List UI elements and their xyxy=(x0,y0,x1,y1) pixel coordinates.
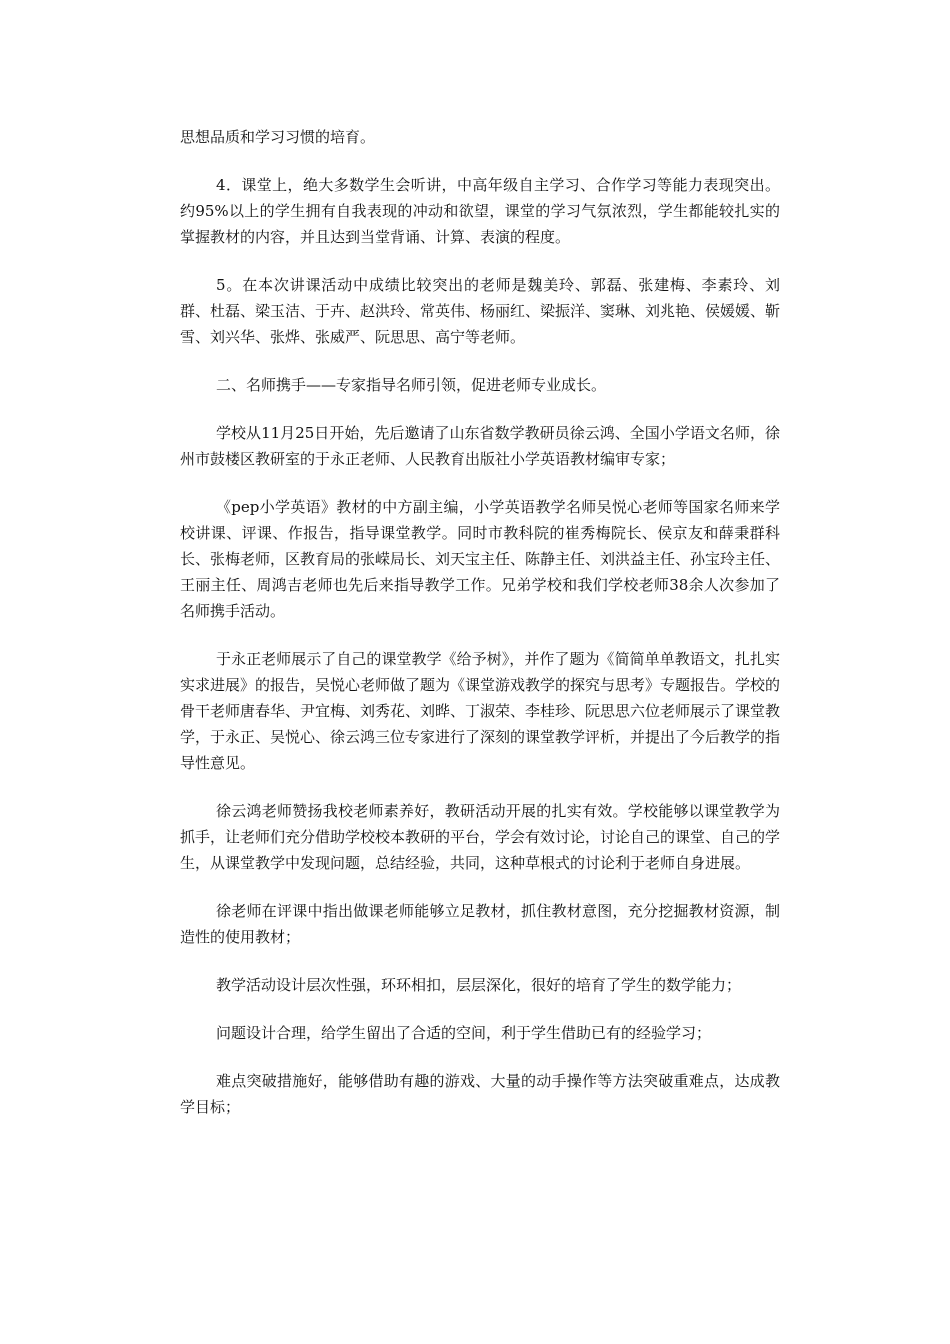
paragraph-12: 难点突破措施好，能够借助有趣的游戏、大量的动手操作等方法突破重难点，达成教学目标； xyxy=(180,1072,780,1116)
paragraph-6: 《pep小学英语》教材的中方副主编，小学英语教学名师吴悦心老师等国家名师来学校讲课、评课、作报告，指导课堂教学。同时市教科院的崔秀梅院长、侯京友和薛秉群科长、张梅老师，区教育局的张嵘局长、刘天宝主任、陈静主任、刘洪益主任、孙宝玲主任、王丽主任、周鸿吉老师也先后来指导教学工作。兄弟学校和我们学校老师38余人次参加了名师携手活动。 xyxy=(180,498,781,620)
paragraph-10: 教学活动设计层次性强，环环相扣，层层深化，很好的培育了学生的数学能力； xyxy=(216,976,742,994)
paragraph-11: 问题设计合理，给学生留出了合适的空间，利于学生借助已有的经验学习； xyxy=(216,1024,712,1042)
paragraph-1: 思想品质和学习习惯的培育。 xyxy=(180,128,376,146)
paragraph-7: 于永正老师展示了自己的课堂教学《给予树》，并作了题为《简简单单教语文，扎扎实实求进展》的报告，吴悦心老师做了题为《课堂游戏教学的探究与思考》专题报告。学校的骨干老师唐春华、尹宜梅、刘秀花、刘晔、丁淑荣、李桂珍、阮思思六位老师展示了课堂教学，于永正、吴悦心、徐云鸿三位专家进行了深刻的课堂教学评析，并提出了今后教学的指导性意见。 xyxy=(180,650,781,772)
section-heading: 二、名师携手——专家指导名师引领，促进老师专业成长。 xyxy=(216,376,607,394)
paragraph-9: 徐老师在评课中指出做课老师能够立足教材，抓住教材意图，充分挖掘教材资源，制造性的使用教材； xyxy=(180,902,780,946)
paragraph-3: 5。在本次讲课活动中成绩比较突出的老师是魏美玲、郭磊、张建梅、李素玲、刘群、杜磊、梁玉洁、于卉、赵洪玲、常英伟、杨丽红、梁振洋、窦琳、刘兆艳、侯媛媛、靳雪、刘兴华、张烨、张威严、阮思思、高宁等老师。 xyxy=(180,276,781,346)
document-body xyxy=(180,124,780,1142)
paragraph-5: 学校从11月25日开始，先后邀请了山东省数学教研员徐云鸿、全国小学语文名师，徐州市鼓楼区教研室的于永正老师、人民教育出版社小学英语教材编审专家； xyxy=(180,424,780,468)
paragraph-8: 徐云鸿老师赞扬我校老师素养好，教研活动开展的扎实有效。学校能够以课堂教学为抓手，让老师们充分借助学校校本教研的平台，学会有效讨论，讨论自己的课堂、自己的学生，从课堂教学中发现问题，总结经验，共同，这种草根式的讨论利于老师自身进展。 xyxy=(180,802,781,872)
paragraph-2: 4．课堂上，绝大多数学生会听讲，中高年级自主学习、合作学习等能力表现突出。约95%以上的学生拥有自我表现的冲动和欲望，课堂的学习气氛浓烈，学生都能较扎实的掌握教材的内容，并且达到当堂背诵、计算、表演的程度。 xyxy=(180,176,780,246)
